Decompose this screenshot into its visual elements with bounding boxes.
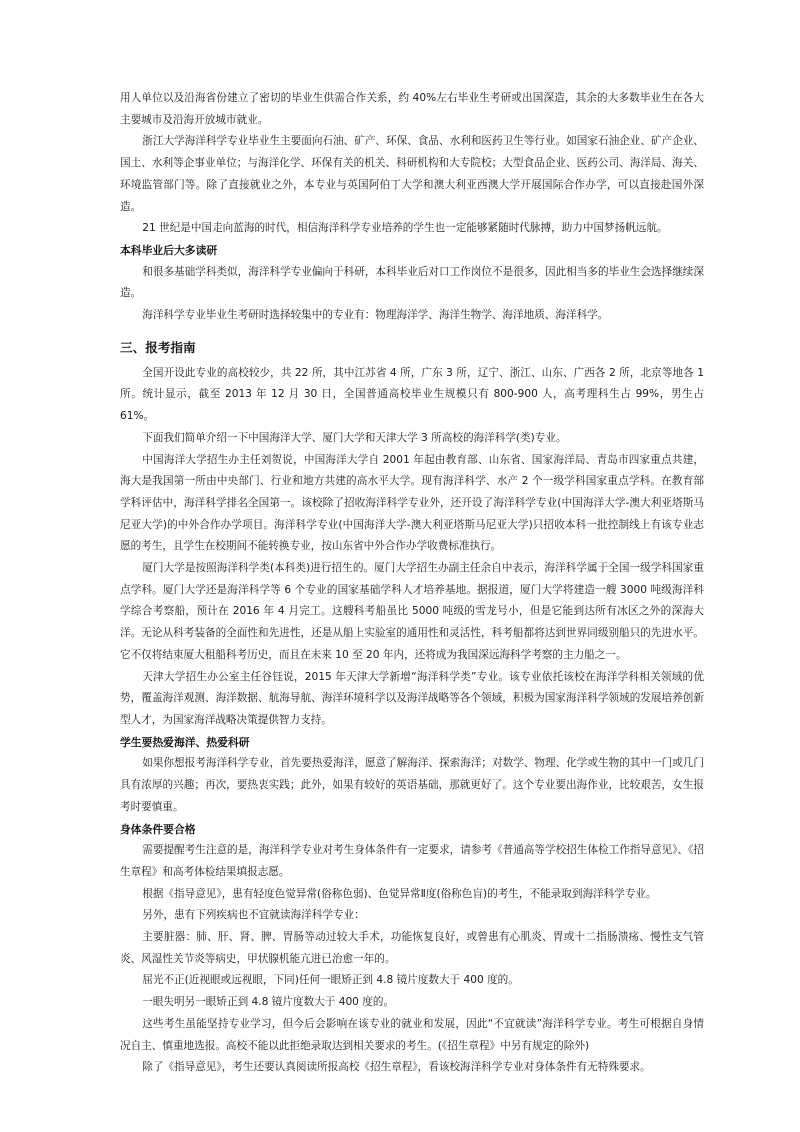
body-paragraph: 浙江大学海洋科学专业毕业生主要面向石油、矿产、环保、食品、水利和医药卫生等行业。如国家石油企业、矿产企业、国土、水利等企事业单位；与海洋化学、环保有关的机关、科研机构和大专院校；大型食品企业、医药公司、海洋局、海关、环境监管部门等。除了直接就业之外，本专业与英国阿伯丁大学和澳大利亚西澳大学开展国际合作办学，可以直接赴国外深造。 [120, 135, 704, 213]
body-paragraph: 需要提醒考生注意的是，海洋科学专业对考生身体条件有一定要求，请参考《普通高等学校招生体检工作指导意见》、《招生章程》和高考体检结果填报志愿。 [120, 844, 704, 878]
body-paragraph: 屈光不正(近视眼或远视眼，下同)任何一眼矫正到 4.8 镜片度数大于 400 度的。 [142, 974, 519, 987]
subheading: 本科毕业后大多读研 [120, 243, 218, 257]
body-paragraph: 中国海洋大学招生办主任刘贺说，中国海洋大学自 2001 年起由教育部、山东省、国家海洋局、青岛市四家重点共建，海大是我国第一所由中央部门、行业和地方共建的高水平大学。现有海洋科学、水产 2 个一级学科国家重点学科。在教育部学科评估中，海洋科学排名全国第一。该校除了招收海洋科学专业外，还开设了海洋科学专业(中国海洋大学-澳大利亚塔斯马尼亚大学)的中外合作办学项目。海洋科学专业(中国海洋大学-澳大利亚塔斯马尼亚大学)只招收本科一批控制线上有该专业志愿的考生，且学生在校期间不能转换专业，按山东省中外合作办学收费标准执行。 [120, 453, 704, 553]
subheading: 身体条件要合格 [120, 822, 196, 836]
body-paragraph: 除了《指导意见》，考生还要认真阅读所报高校《招生章程》，看该校海洋科学专业对身体条件有无特殊要求。 [142, 1061, 651, 1074]
body-paragraph: 下面我们简单介绍一下中国海洋大学、厦门大学和天津大学 3 所高校的海洋科学(类)专业。 [142, 431, 567, 444]
section-heading: 三、报考指南 [120, 339, 196, 355]
body-paragraph: 21 世纪是中国走向蓝海的时代，相信海洋科学专业培养的学生也一定能够紧随时代脉搏，助力中国梦扬帆远航。 [142, 222, 668, 235]
body-paragraph: 和很多基础学科类似，海洋科学专业偏向于科研，本科毕业后对口工作岗位不是很多，因此相当多的毕业生会选择继续深造。 [120, 265, 704, 300]
body-paragraph: 海洋科学专业毕业生考研时选择较集中的专业有：物理海洋学、海洋生物学、海洋地质、海洋科学。 [142, 309, 609, 322]
body-paragraph: 用人单位以及沿海省份建立了密切的毕业生供需合作关系，约 40%左右毕业生考研或出国深造，其余的大多数毕业生在各大主要城市及沿海开放城市就业。 [120, 92, 704, 126]
body-paragraph: 天津大学招生办公室主任谷钰说，2015 年天津大学新增“海洋科学类”专业。该专业依托该校在海洋学科相关领域的优势，覆盖海洋观测、海洋数据、航海导航、海洋环境科学以及海洋战略等各个领域，积极为国家海洋科学领域的发展培养创新型人才，为国家海洋战略决策提供智力支持。 [120, 670, 704, 726]
document-body [120, 88, 704, 1079]
body-paragraph: 另外，患有下列疾病也不宜就读海洋科学专业： [142, 909, 365, 922]
body-paragraph: 如果你想报考海洋科学专业，首先要热爱海洋，愿意了解海洋、探索海洋；对数学、物理、化学或生物的其中一门或几门具有浓厚的兴趣；再次，要热衷实践；此外，如果有较好的英语基础，那就更好了。这个专业要出海作业，比较艰苦，女生报考时要慎重。 [120, 757, 704, 813]
body-paragraph: 主要脏器：肺、肝、肾、脾、胃肠等动过较大手术，功能恢复良好，或曾患有心肌炎、胃或十二指肠溃疡、慢性支气管炎、风湿性关节炎等病史，甲状腺机能亢进已治愈一年的。 [120, 931, 704, 965]
body-paragraph: 全国开设此专业的高校较少，共 22 所，其中江苏省 4 所，广东 3 所，辽宁、浙江、山东、广西各 2 所，北京等地各 1 所。统计显示，截至 2013 年 12 月 30 日，全国普通高校毕业生规模只有 800-900 人，高考理科生占 99%，男生占 61%。 [120, 366, 704, 423]
body-paragraph: 这些考生虽能坚持专业学习，但今后会影响在该专业的就业和发展，因此“不宜就读”海洋科学专业。考生可根据自身情况自主、慎重地选报。高校不能以此拒绝录取达到相关要求的考生。(《招生章程》中另有规定的除外) [120, 1017, 704, 1052]
body-paragraph: 根据《指导意见》，患有轻度色觉异常(俗称色弱)、色觉异常Ⅱ度(俗称色盲)的考生，不能录取到海洋科学专业。 [142, 887, 657, 900]
body-paragraph: 厦门大学是按照海洋科学类(本科类)进行招生的。厦门大学招生办副主任余自中表示，海洋科学属于全国一级学科国家重点学科。厦门大学还是海洋科学等 6 个专业的国家基础学科人才培养基地。据报道，厦门大学将建造一艘 3000 吨级海洋科学综合考察船，预计在 2016 年 4 月完工。这艘科考船虽比 5000 吨级的雪龙号小，但是它能到达所有冰区之外的深海大洋。无论从科考装备的全面性和先进性，还是从船上实验室的通用性和灵活性，科考船都将达到世界同级别船只的先进水平。它不仅将结束厦大租船科考历史，而且在未来 10 至 20 年内，还将成为我国深远海科学考察的主力船之一。 [120, 562, 704, 661]
subheading: 学生要热爱海洋、热爱科研 [120, 735, 250, 749]
body-paragraph: 一眼失明另一眼矫正到 4.8 镜片度数大于 400 度的。 [142, 996, 395, 1009]
